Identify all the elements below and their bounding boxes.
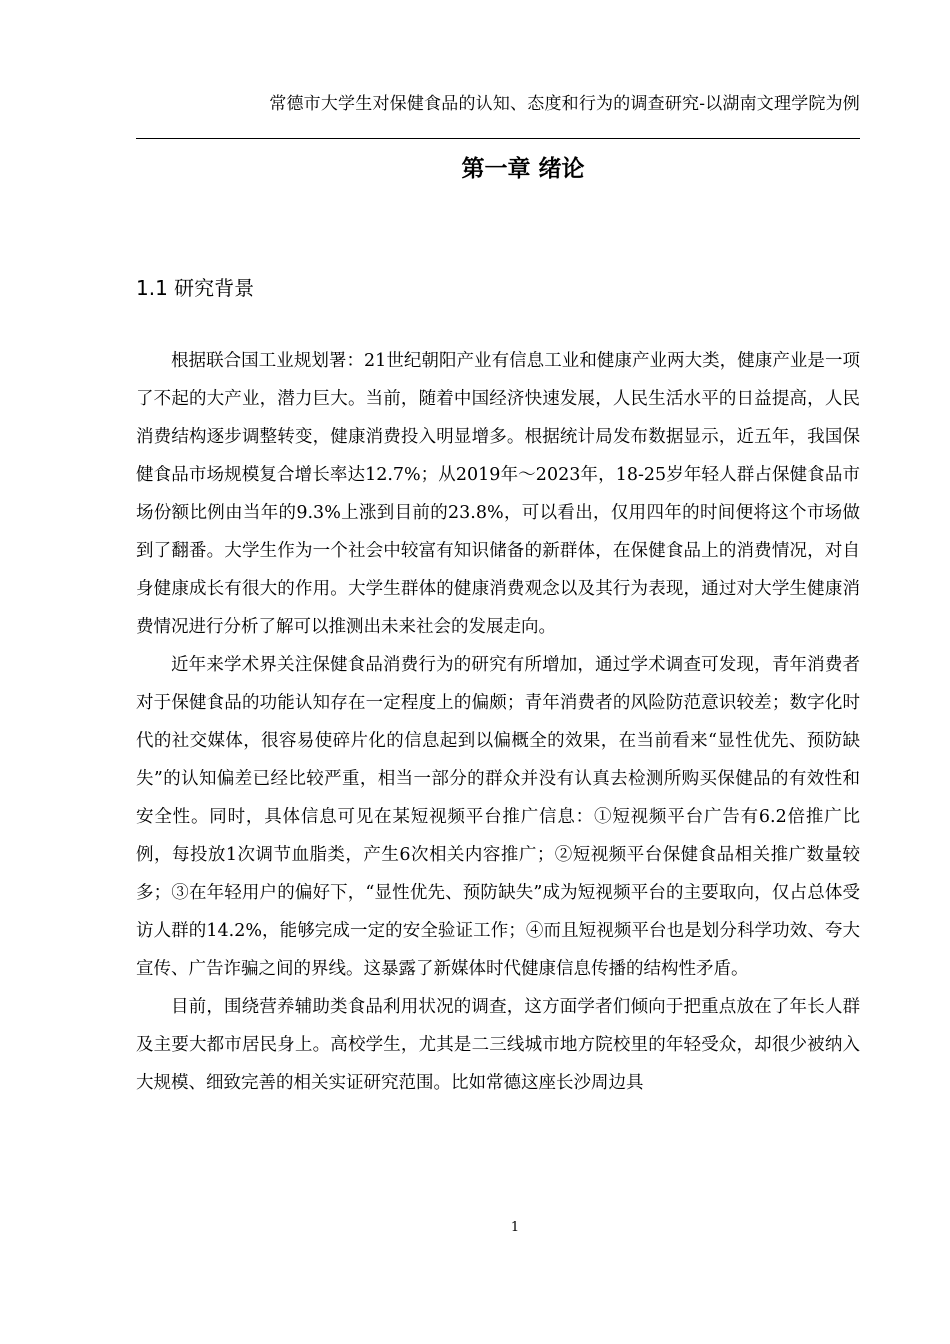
header-divider <box>136 138 860 139</box>
paragraph-3: 目前，围绕营养辅助类食品利用状况的调查，这方面学者们倾向于把重点放在了年长人群及主要大都市居民身上。高校学生，尤其是二三线城市地方院校里的年轻受众，却很少被纳入大规模、细致完善的相关实证研究范围。比如常德这座长沙周边具 <box>136 997 860 1093</box>
paragraph-1: 根据联合国工业规划署：21世纪朝阳产业有信息工业和健康产业两大类，健康产业是一项了不起的大产业，潜力巨大。当前，随着中国经济快速发展，人民生活水平的日益提高，人民消费结构逐步调整转变，健康消费投入明显增多。根据统计局发布数据显示，近五年，我国保健食品市场规模复合增长率达12.7%；从2019年～2023年，18-25岁年轻人群占保健食品市场份额比例由当年的9.3%上涨到目前的23.8%，可以看出，仅用四年的时间便将这个市场做到了翻番。大学生作为一个社会中较富有知识储备的新群体，在保健食品上的消费情况，对自身健康成长有很大的作用。大学生群体的健康消费观念以及其行为表现，通过对大学生健康消费情况进行分析了解可以推测出未来社会的发展走向。 <box>136 351 860 637</box>
section-title: 1.1 研究背景 <box>136 276 255 300</box>
paragraph-2: 近年来学术界关注保健食品消费行为的研究有所增加，通过学术调查可发现，青年消费者对于保健食品的功能认知存在一定程度上的偏颇；青年消费者的风险防范意识较差；数字化时代的社交媒体，很容易使碎片化的信息起到以偏概全的效果，在当前看来“显性优先、预防缺失”的认知偏差已经比较严重，相当一部分的群众并没有认真去检测所购买保健品的有效性和安全性。同时，具体信息可见在某短视频平台推广信息：①短视频平台广告有6.2倍推广比例，每投放1次调节血脂类，产生6次相关内容推广；②短视频平台保健食品相关推广数量较多；③在年轻用户的偏好下，“显性优先、预防缺失”成为短视频平台的主要取向，仅占总体受访人群的14.2%，能够完成一定的安全验证工作；④而且短视频平台也是划分科学功效、夸大宣传、广告诈骗之间的界线。这暴露了新媒体时代健康信息传播的结构性矛盾。 <box>136 655 860 979</box>
body-text <box>136 342 860 1102</box>
running-header: 常德市大学生对保健食品的认知、态度和行为的调查研究-以湖南文理学院为例 <box>269 94 860 114</box>
page-number: 1 <box>510 1220 520 1235</box>
chapter-title: 第一章 绪论 <box>461 156 585 182</box>
